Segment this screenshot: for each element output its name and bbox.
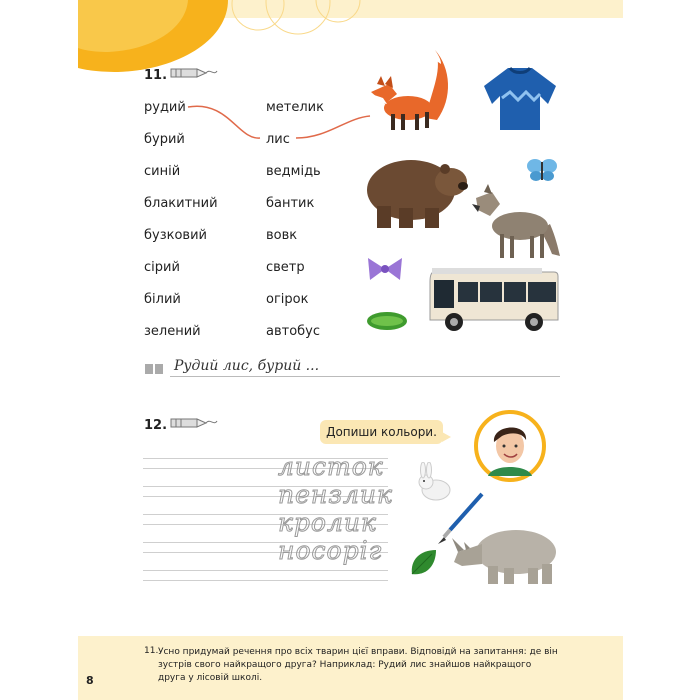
- footer-text: Усно придумай речення про всіх тварин цієї вправи. Відповідй на запитання: де він зустрів свого найкращого друга? Наприклад: Рудий лис знайшов найкращого друга у лісовій школі.: [158, 647, 558, 683]
- pencil-icon: [170, 416, 218, 430]
- trace-word: листок: [278, 452, 384, 481]
- noun-word: автобус: [266, 324, 321, 339]
- writing-line: [143, 570, 388, 571]
- writing-line: [143, 580, 388, 581]
- leaf-icon: [408, 548, 438, 578]
- example-sentence: Рудий лис, бурий ...: [174, 358, 320, 374]
- speech-bubble: Допиши кольори.: [320, 420, 443, 444]
- noun-word: бантик: [266, 196, 315, 211]
- workbook-page: [78, 0, 623, 700]
- bus-icon: [428, 264, 560, 336]
- adjective-word: сірий: [144, 260, 180, 275]
- footer-note: [78, 636, 623, 700]
- page-number: 8: [86, 674, 94, 687]
- exercise-12-number: 12.: [144, 418, 168, 433]
- rhino-icon: [452, 522, 560, 586]
- bear-icon: [363, 150, 469, 230]
- adjective-word: блакитний: [144, 196, 218, 211]
- fox-icon: [363, 48, 453, 132]
- sweater-icon: [480, 64, 560, 132]
- trace-word: пензлик: [278, 480, 393, 509]
- noun-word: светр: [266, 260, 305, 275]
- book-icon: [144, 362, 164, 376]
- boy-avatar-icon: [474, 410, 546, 482]
- trace-word: кролик: [278, 508, 377, 537]
- noun-word: лис: [266, 132, 290, 147]
- writing-line: [170, 376, 560, 377]
- noun-word: огірок: [266, 292, 309, 307]
- wolf-icon: [470, 184, 562, 260]
- cucumber-icon: [366, 310, 408, 332]
- adjective-word: зелений: [144, 324, 201, 339]
- trace-word: носоріг: [278, 536, 383, 565]
- exercise-11-number: 11.: [144, 68, 168, 83]
- noun-word: ведмідь: [266, 164, 321, 179]
- adjective-word: бурий: [144, 132, 185, 147]
- adjective-word: бузковий: [144, 228, 207, 243]
- footer-number: 11.: [144, 646, 159, 656]
- bow-icon: [366, 256, 404, 282]
- butterfly-icon: [526, 158, 558, 182]
- noun-word: метелик: [266, 100, 324, 115]
- noun-word: вовк: [266, 228, 298, 243]
- adjective-word: білий: [144, 292, 181, 307]
- adjective-word: синій: [144, 164, 181, 179]
- adjective-word: рудий: [144, 100, 186, 115]
